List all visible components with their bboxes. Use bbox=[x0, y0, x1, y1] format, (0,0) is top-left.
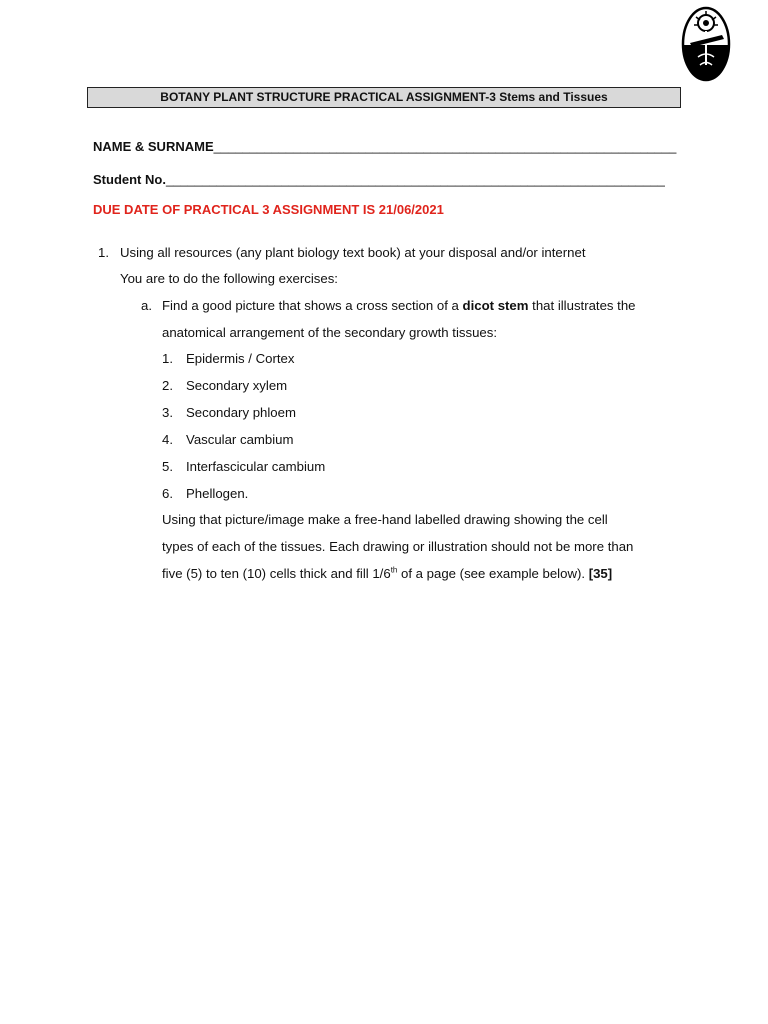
tissue-label: Epidermis / Cortex bbox=[186, 351, 295, 366]
student-label: Student No. bbox=[93, 172, 166, 187]
university-crest-logo bbox=[680, 5, 732, 83]
instr-line3-post: of a page (see example below). bbox=[397, 566, 589, 581]
instruction-line-1: Using that picture/image make a free-hand labelled drawing showing the cell bbox=[162, 512, 608, 527]
sub-line1-post: that illustrates the bbox=[528, 298, 636, 313]
tissue-number: 6. bbox=[162, 486, 173, 501]
student-number-line bbox=[93, 172, 665, 188]
dicot-stem-term: dicot stem bbox=[462, 298, 529, 313]
tissue-number: 4. bbox=[162, 432, 173, 447]
tissue-label: Vascular cambium bbox=[186, 432, 294, 447]
sub-question-line-2: anatomical arrangement of the secondary growth tissues: bbox=[162, 325, 497, 340]
name-blank: ________________________________________________________________ bbox=[213, 139, 677, 154]
marks-total: [35] bbox=[588, 566, 613, 581]
question-line-1: Using all resources (any plant biology text book) at your disposal and/or internet bbox=[120, 245, 586, 260]
sub-question-letter: a. bbox=[141, 298, 152, 313]
tissue-number: 5. bbox=[162, 459, 173, 474]
tissue-number: 3. bbox=[162, 405, 173, 420]
sub-line1-pre: Find a good picture that shows a cross section of a bbox=[162, 298, 463, 313]
instr-line3-pre: five (5) to ten (10) cells thick and fill 1/6 bbox=[162, 566, 391, 581]
question-number: 1. bbox=[98, 245, 109, 260]
tissue-label: Interfascicular cambium bbox=[186, 459, 326, 474]
tissue-label: Secondary xylem bbox=[186, 378, 288, 393]
assignment-title: BOTANY PLANT STRUCTURE PRACTICAL ASSIGNMENT-3 Stems and Tissues bbox=[87, 87, 681, 108]
tissue-number: 1. bbox=[162, 351, 173, 366]
due-date-notice: DUE DATE OF PRACTICAL 3 ASSIGNMENT IS 21/06/2021 bbox=[93, 202, 444, 217]
tissue-label: Phellogen. bbox=[186, 486, 249, 501]
tissue-label: Secondary phloem bbox=[186, 405, 296, 420]
sub-question-line-1 bbox=[162, 298, 636, 314]
question-line-2: You are to do the following exercises: bbox=[120, 271, 338, 286]
student-blank: _____________________________________________________________________ bbox=[165, 172, 665, 187]
name-surname-line bbox=[93, 139, 676, 155]
instruction-line-2: types of each of the tissues. Each drawing or illustration should not be more than bbox=[162, 539, 634, 554]
name-label: NAME & SURNAME bbox=[93, 139, 214, 154]
instruction-line-3 bbox=[162, 566, 612, 582]
tissue-number: 2. bbox=[162, 378, 173, 393]
instr-line3-superscript: th bbox=[390, 565, 398, 575]
